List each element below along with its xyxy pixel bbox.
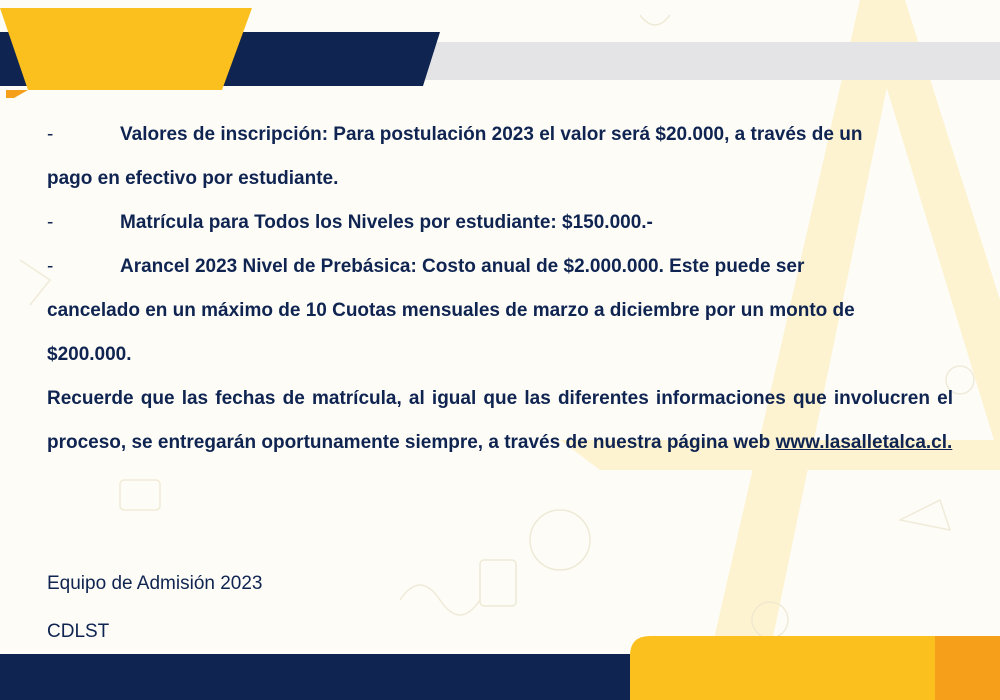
bullet-dash: - [47,124,54,145]
bullet-dash: - [47,212,54,233]
signoff-team: Equipo de Admisión 2023 [47,573,263,594]
notice-text: Recuerde que las fechas de matrícula, al igual que las diferentes informaciones que involucren el proceso, se entregarán oportunamente siempre, a través de nuestra página web [47,388,953,453]
header-gray-bar [418,42,1000,80]
notice-paragraph [47,377,953,465]
bullet-text: Arancel 2023 Nivel de Prebásica: Costo anual de $2.000.000. Este puede ser [120,256,805,277]
bullet-tuition-fee [47,245,953,377]
bullet-text: Valores de inscripción: Para postulación 2023 el valor será $20.000, a través de un [120,124,863,145]
header-orange-edge [6,90,28,98]
footer-banner [0,636,1000,700]
bullet-registration-fee [47,201,953,245]
bullet-text-continuation: cancelado en un máximo de 10 Cuotas mensuales de marzo a diciembre por un monto de [47,300,855,321]
bullet-enrollment-fee [47,113,953,201]
bullet-dash: - [47,256,54,277]
footer-navy-bar [0,654,660,700]
header-yellow-tab [0,8,252,90]
header-banner [0,0,1000,100]
bullet-text-continuation: $200.000. [47,344,132,365]
footer-orange-block [935,636,1000,700]
bullet-text-continuation: pago en efectivo por estudiante. [47,168,339,189]
bullet-text: Matrícula para Todos los Niveles por estudiante: $150.000.- [120,212,653,233]
website-link[interactable]: www.lasalletalca.cl. [775,432,953,453]
admission-info [47,113,953,465]
signoff-org: CDLST [47,621,110,642]
